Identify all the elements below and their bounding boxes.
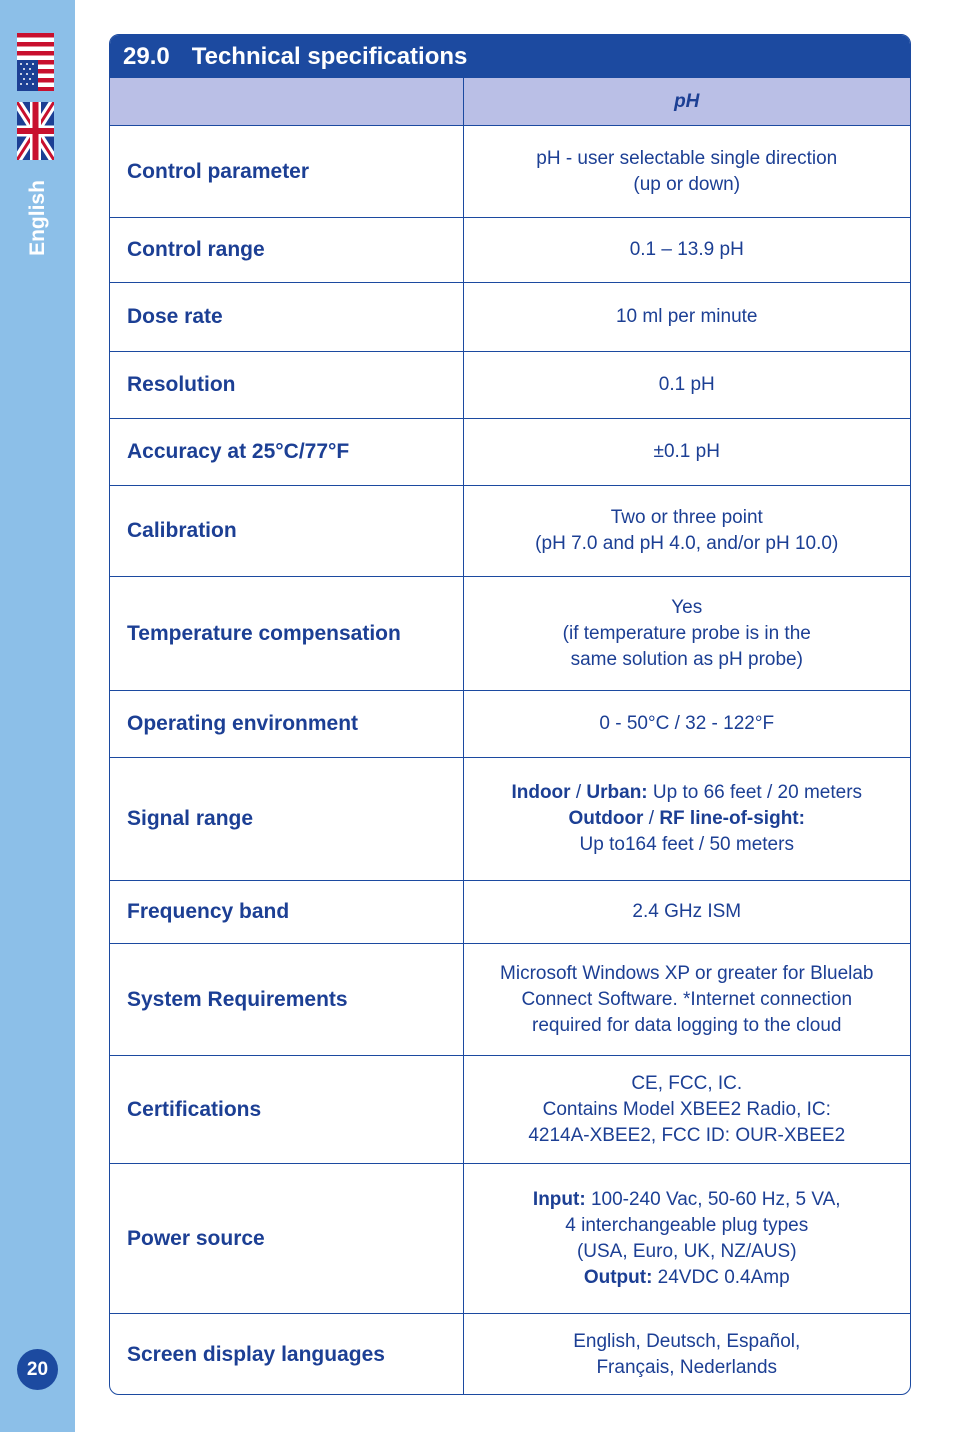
row-label: Resolution [110,352,463,419]
input-value: 100-240 Vac, 50-60 Hz, 5 VA, [585,1188,841,1210]
value-line: (USA, Euro, UK, NZ/AUS) [576,1240,797,1262]
urban-label: Urban: [586,782,648,803]
value-line: English, Deutsch, Español, [573,1330,801,1352]
header-ph-cell: pH [463,78,910,126]
value-line: Contains Model XBEE2 Radio, IC: [542,1098,831,1120]
table-row [110,218,910,283]
value-line [464,780,911,806]
section-title-text: Technical specifications [191,43,468,70]
spec-table [110,78,910,1395]
spec-panel [109,34,911,1395]
row-value [463,352,910,419]
indoor-value: Up to 66 feet / 20 meters [647,782,863,803]
row-label: System Requirements [110,944,463,1056]
row-value [463,486,910,577]
row-label: Frequency band [110,881,463,944]
language-label: English [26,180,49,256]
value-line: CE, FCC, IC. [631,1072,743,1094]
row-value [463,1056,910,1164]
value-line: 2.4 GHz ISM [632,901,742,922]
side-strip [0,0,75,1432]
table-row [110,1164,910,1314]
value-line [464,1187,911,1213]
us-flag-icon [17,33,54,91]
separator: / [643,808,660,829]
indoor-label: Indoor [511,782,571,803]
value-line: 10 ml per minute [615,306,758,327]
value-line: ±0.1 pH [653,441,720,462]
row-label: Dose rate [110,283,463,352]
row-value [463,577,910,691]
row-label: Temperature compensation [110,577,463,691]
row-value [463,283,910,352]
value-line: same solution as pH probe) [570,648,803,670]
row-value [463,758,910,881]
value-line: required for data logging to the cloud [532,1014,842,1036]
output-label: Output: [583,1266,653,1288]
row-value [463,944,910,1056]
value-line: 0.1 – 13.9 pH [629,239,744,260]
value-line [464,1265,911,1291]
value-line: Two or three point [610,507,763,528]
row-label: Certifications [110,1056,463,1164]
table-row [110,126,910,218]
row-value [463,419,910,486]
row-label: Signal range [110,758,463,881]
table-row [110,352,910,419]
row-label: Operating environment [110,691,463,758]
separator: / [570,782,587,803]
value-line: 4214A-XBEE2, FCC ID: OUR-XBEE2 [528,1124,846,1146]
outdoor-value: Up to164 feet / 50 meters [579,834,794,855]
value-line: (if temperature probe is in the [562,622,811,644]
value-line: Français, Nederlands [596,1356,778,1378]
value-line [464,806,911,832]
value-line: (up or down) [633,173,741,195]
input-label: Input: [532,1188,586,1210]
row-value [463,1164,910,1314]
value-line: 0.1 pH [658,374,715,395]
value-line: Yes [671,596,703,618]
section-title [110,35,910,78]
table-row [110,691,910,758]
outdoor-label: Outdoor [568,808,644,829]
section-number: 29.0 [123,43,170,70]
row-value [463,1314,910,1396]
row-value [463,218,910,283]
output-value: 24VDC 0.4Amp [652,1266,790,1288]
value-line: (pH 7.0 and pH 4.0, and/or pH 10.0) [535,533,839,554]
table-row [110,419,910,486]
row-label: Control range [110,218,463,283]
table-row [110,1314,910,1396]
value-line: 0 - 50°C / 32 - 122°F [599,713,775,734]
row-label: Control parameter [110,126,463,218]
value-line: 4 interchangeable plug types [565,1214,809,1236]
value-line: pH - user selectable single direction [536,147,838,169]
row-label: Screen display languages [110,1314,463,1396]
row-value [463,126,910,218]
header-blank-cell [110,78,463,126]
row-label: Power source [110,1164,463,1314]
table-row [110,1056,910,1164]
row-label: Accuracy at 25°C/77°F [110,419,463,486]
rf-label: RF line-of-sight: [659,808,805,829]
table-row [110,944,910,1056]
row-value [463,691,910,758]
value-line: Microsoft Windows XP or greater for Bluelab [500,962,874,984]
table-row [110,486,910,577]
row-value [463,881,910,944]
table-row [110,881,910,944]
table-header-row [110,78,910,126]
page-number: 20 [17,1349,58,1390]
uk-flag-icon [17,102,54,160]
table-row [110,758,910,881]
table-row [110,577,910,691]
table-row [110,283,910,352]
row-label: Calibration [110,486,463,577]
value-line: Connect Software. *Internet connection [521,988,853,1010]
